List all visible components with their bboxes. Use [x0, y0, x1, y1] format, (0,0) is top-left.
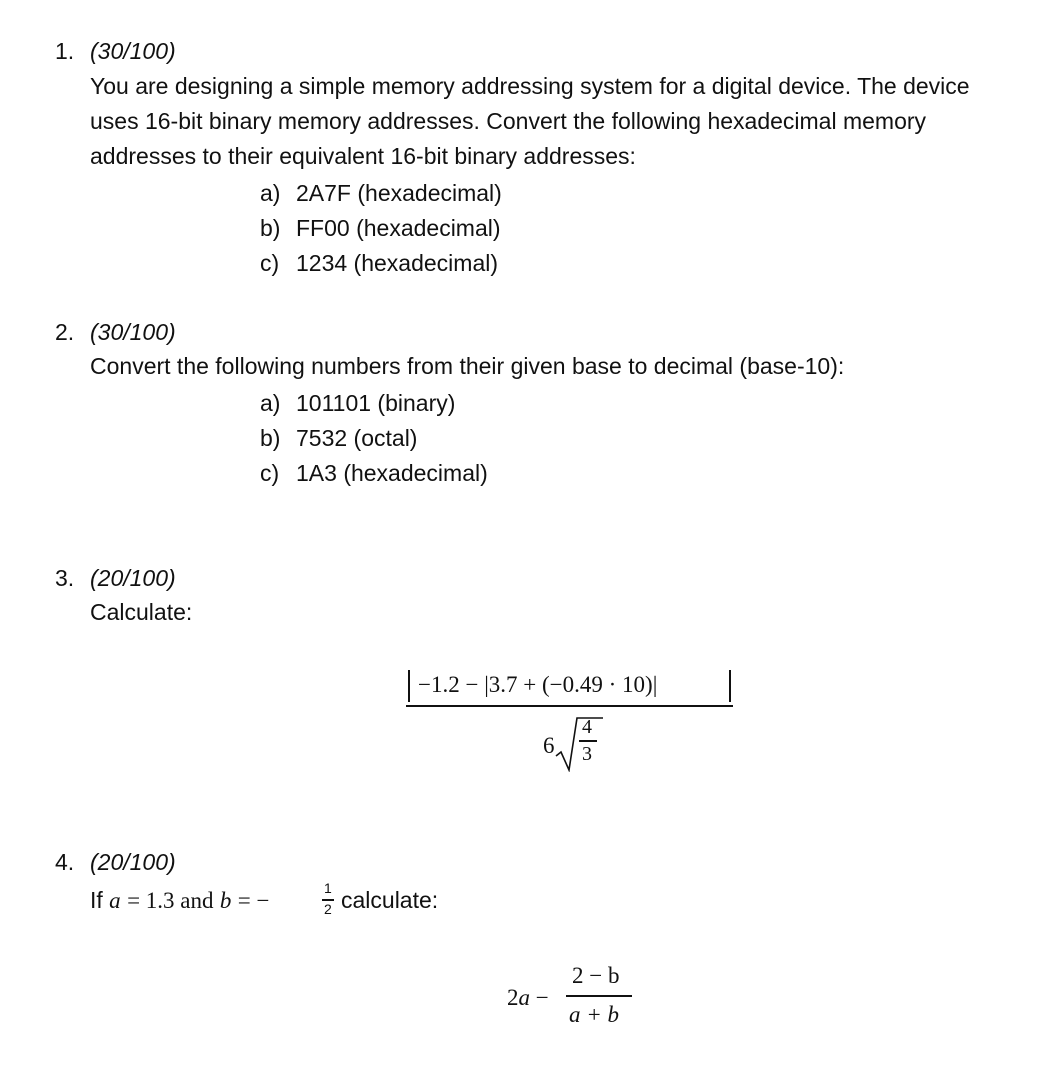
q1-line-2: uses 16-bit binary memory addresses. Convert the following hexadecimal memory — [90, 108, 927, 134]
q4-fraction-line — [566, 995, 632, 997]
q2-item-a-text: 101101 (binary) — [296, 390, 456, 416]
q4-half-num: 1 — [324, 880, 332, 896]
q4-frac-num: 2 − b — [572, 963, 620, 988]
q4-calculate: calculate: — [341, 887, 439, 913]
q4-points: (20/100) — [90, 849, 176, 875]
q2-points: (30/100) — [90, 319, 176, 345]
q3-denominator-coef: 6 — [543, 733, 555, 758]
q1-item-c — [260, 250, 498, 277]
q3-root-fraction-line — [579, 740, 597, 742]
q1-item-a-text: 2A7F (hexadecimal) — [296, 180, 502, 206]
q1-number: 1. — [55, 38, 75, 64]
q1-item-c-label: c) — [260, 250, 280, 276]
q2-item-b — [260, 425, 417, 452]
q1-line-3: addresses to their equivalent 16-bit binary addresses: — [90, 143, 636, 169]
q4-eq-b: = − — [237, 888, 270, 913]
q4-expr-lead — [507, 985, 549, 1011]
q2-item-c — [260, 460, 488, 487]
q4-var-a: a — [109, 888, 121, 913]
q2-item-b-text: 7532 (octal) — [296, 425, 418, 451]
q2-item-c-text: 1A3 (hexadecimal) — [296, 460, 488, 486]
q1-item-c-text: 1234 (hexadecimal) — [296, 250, 499, 276]
q1-item-b — [260, 215, 501, 242]
q1-item-a-label: a) — [260, 180, 281, 206]
q4-number: 4. — [55, 849, 75, 875]
q1-item-a — [260, 180, 502, 207]
q3-line: Calculate: — [90, 599, 193, 625]
q4-frac-den: a + b — [569, 1002, 620, 1027]
q1-item-b-text: FF00 (hexadecimal) — [296, 215, 501, 241]
q4-expr-a: a — [518, 985, 530, 1010]
q1-points: (30/100) — [90, 38, 176, 64]
q2-line: Convert the following numbers from their given base to decimal (base-10): — [90, 353, 845, 379]
q2-item-b-label: b) — [260, 425, 281, 451]
q4-eq-a: = 1.3 and — [127, 888, 214, 913]
q4-expr-two: 2 — [507, 985, 519, 1010]
q1-line-1: You are designing a simple memory addressing system for a digital device. The device — [90, 73, 970, 99]
q4-condition-line — [90, 887, 269, 914]
q3-points: (20/100) — [90, 565, 176, 591]
q3-abs-bar-left — [408, 670, 410, 702]
q3-root-den: 3 — [582, 743, 592, 765]
q4-half-den: 2 — [324, 901, 332, 917]
q3-number: 3. — [55, 565, 75, 591]
q4-expr-minus: − — [535, 985, 549, 1010]
q2-item-a-label: a) — [260, 390, 281, 416]
q2-number: 2. — [55, 319, 75, 345]
q1-item-b-label: b) — [260, 215, 281, 241]
q4-if: If — [90, 887, 103, 913]
q3-root-num: 4 — [582, 716, 592, 738]
q3-root-sign — [555, 714, 605, 772]
q2-item-c-label: c) — [260, 460, 280, 486]
q2-item-a — [260, 390, 455, 417]
q4-var-b: b — [219, 888, 232, 913]
q3-abs-bar-right — [729, 670, 731, 702]
q3-fraction-line — [406, 705, 733, 707]
q3-numerator: −1.2 − |3.7 + (−0.49 · 10)| — [418, 672, 658, 697]
